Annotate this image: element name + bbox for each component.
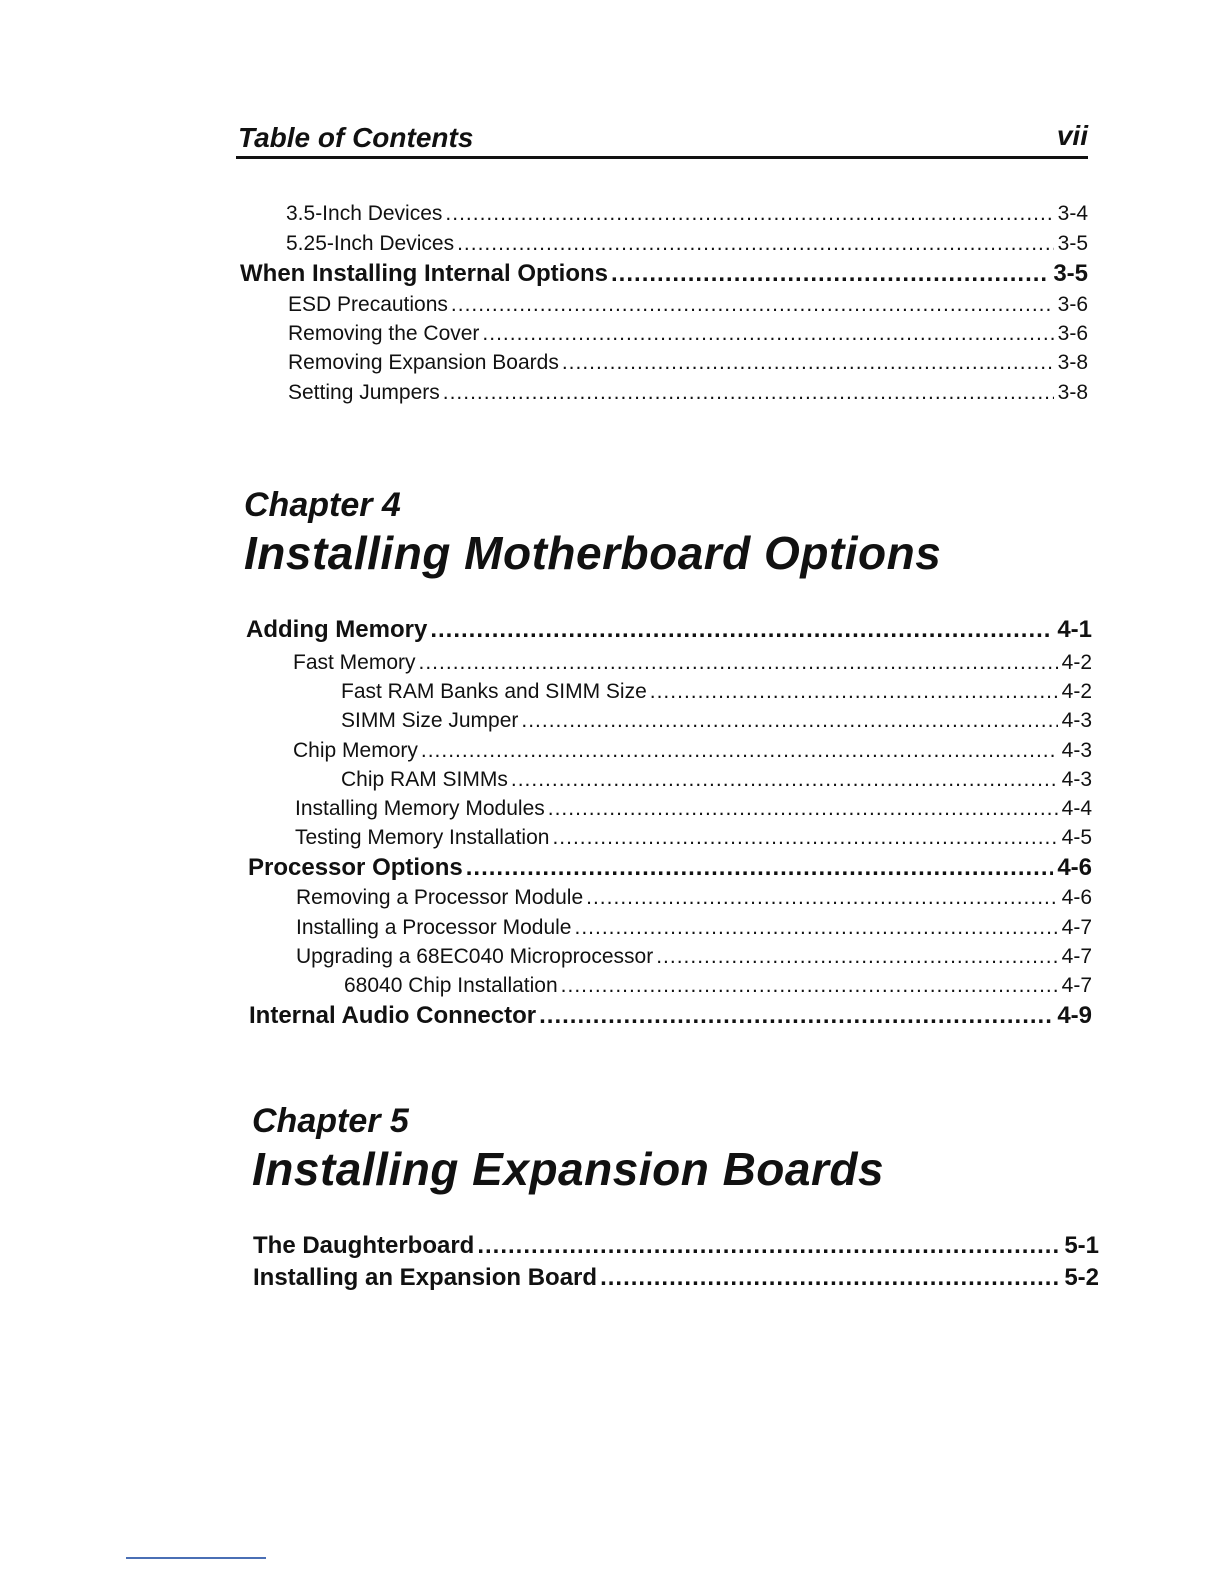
page-header <box>236 118 1088 159</box>
toc-entry[interactable]: Removing Expansion Boards ..... 3-8 <box>240 351 1088 375</box>
toc-entry-major[interactable]: Processor Options ..... 4-6 <box>246 854 1092 882</box>
toc-entry[interactable]: Setting Jumpers ..... 3-8 <box>240 381 1088 405</box>
footer-rule <box>126 1557 266 1559</box>
toc-entry[interactable]: Removing the Cover ..... 3-6 <box>240 322 1088 346</box>
toc-entry[interactable]: Fast Memory ..... 4-2 <box>246 651 1092 675</box>
toc-entry-major[interactable]: Installing an Expansion Board ..... 5-2 <box>253 1264 1099 1292</box>
header-title: Table of Contents <box>238 122 474 153</box>
chapter-5-title: Installing Expansion Boards <box>252 1143 885 1195</box>
toc-entry[interactable]: Chip RAM SIMMs ..... 4-3 <box>246 768 1092 792</box>
toc-entry-major[interactable]: The Daughterboard ..... 5-1 <box>253 1232 1099 1260</box>
toc-entry[interactable]: ESD Precautions ..... 3-6 <box>240 293 1088 317</box>
toc-entry[interactable]: Testing Memory Installation ..... 4-5 <box>246 826 1092 850</box>
chapter-4-label: Chapter 4 <box>244 486 401 524</box>
toc-entry-major[interactable]: Internal Audio Connector ..... 4-9 <box>246 1002 1092 1030</box>
toc-entry-major[interactable]: Adding Memory ..... 4-1 <box>246 616 1092 644</box>
toc-entry[interactable]: Installing a Processor Module ..... 4-7 <box>246 916 1092 940</box>
toc-entry[interactable]: Fast RAM Banks and SIMM Size ..... 4-2 <box>246 680 1092 704</box>
toc-entry[interactable]: SIMM Size Jumper ..... 4-3 <box>246 709 1092 733</box>
chapter-4-title: Installing Motherboard Options <box>244 527 942 579</box>
toc-entry[interactable]: 3.5-Inch Devices ..... 3-4 <box>240 202 1088 226</box>
toc-entry[interactable]: 5.25-Inch Devices ..... 3-5 <box>240 232 1088 256</box>
toc-entry[interactable]: Chip Memory ..... 4-3 <box>246 739 1092 763</box>
toc-entry-major[interactable]: When Installing Internal Options ..... 3-5 <box>240 260 1088 288</box>
toc-entry[interactable]: Removing a Processor Module ..... 4-6 <box>246 886 1092 910</box>
toc-entry[interactable]: Upgrading a 68EC040 Microprocessor ..... 4-7 <box>246 945 1092 969</box>
toc-entry[interactable]: Installing Memory Modules ..... 4-4 <box>246 797 1092 821</box>
header-page-number: vii <box>1056 120 1088 151</box>
chapter-5-label: Chapter 5 <box>252 1102 409 1140</box>
toc-entry[interactable]: 68040 Chip Installation ..... 4-7 <box>246 974 1092 998</box>
